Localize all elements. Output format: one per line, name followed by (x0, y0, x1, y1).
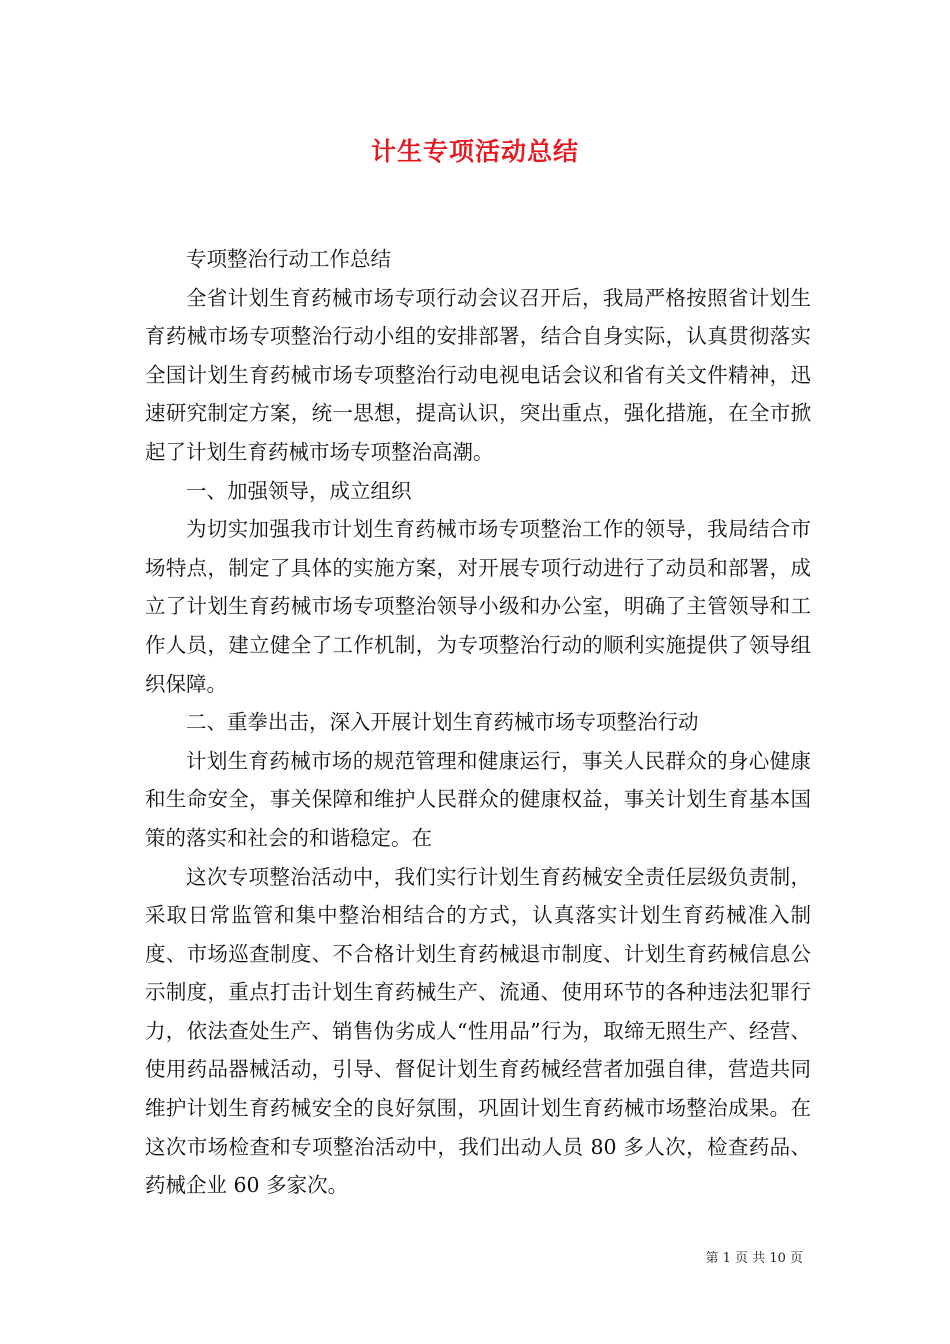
paragraph-section-2b: 这次专项整治活动中，我们实行计划生育药械安全责任层级负责制，采取日常监管和集中整治相结合的方式，认真落实计划生育药械准入制度、市场巡查制度、不合格计划生育药械退市制度、计划生育药械信息公示制度，重点打击计划生育药械生产、流通、使用环节的各种违法犯罪行力，依法查处生产、销售伪劣成人“性用品”行为，取缔无照生产、经营、使用药品器械活动，引导、督促计划生育药械经营者加强自律，营造共同维护计划生育药械安全的良好氛围，巩固计划生育药械市场整治成果。在这次市场检查和专项整治活动中，我们出动人员 80 多人次，检查药品、药械企业 60 多家次。 (145, 864, 811, 1198)
document-body (145, 240, 811, 1205)
document-title: 计生专项活动总结 (370, 137, 579, 166)
section-heading-1: 一、加强领导，成立组织 (186, 478, 412, 503)
paragraph-section-1: 为切实加强我市计划生育药械市场专项整治工作的领导，我局结合市场特点，制定了具体的实施方案，对开展专项行动进行了动员和部署，成立了计划生育药械市场专项整治领导小级和办公室，明确了主管领导和工作人员，建立健全了工作机制，为专项整治行动的顺利实施提供了领导组织保障。 (145, 517, 811, 696)
page-number-footer: 第 1 页 共 10 页 (705, 1251, 803, 1266)
paragraph-intro: 全省计划生育药械市场专项行动会议召开后，我局严格按照省计划生育药械市场专项整治行动小组的安排部署，结合自身实际，认真贯彻落实全国计划生育药械市场专项整治行动电视电话会议和省有关文件精神，迅速研究制定方案，统一思想，提高认识，突出重点，强化措施，在全市掀起了计划生育药械市场专项整治高潮。 (145, 285, 811, 464)
paragraph-section-2a: 计划生育药械市场的规范管理和健康运行，事关人民群众的身心健康和生命安全，事关保障和维护人民群众的健康权益，事关计划生育基本国策的落实和社会的和谐稳定。在 (145, 748, 811, 850)
paragraph-subtitle: 专项整治行动工作总结 (186, 247, 391, 271)
section-heading-2: 二、重拳出击，深入开展计划生育药械市场专项整治行动 (186, 710, 699, 735)
